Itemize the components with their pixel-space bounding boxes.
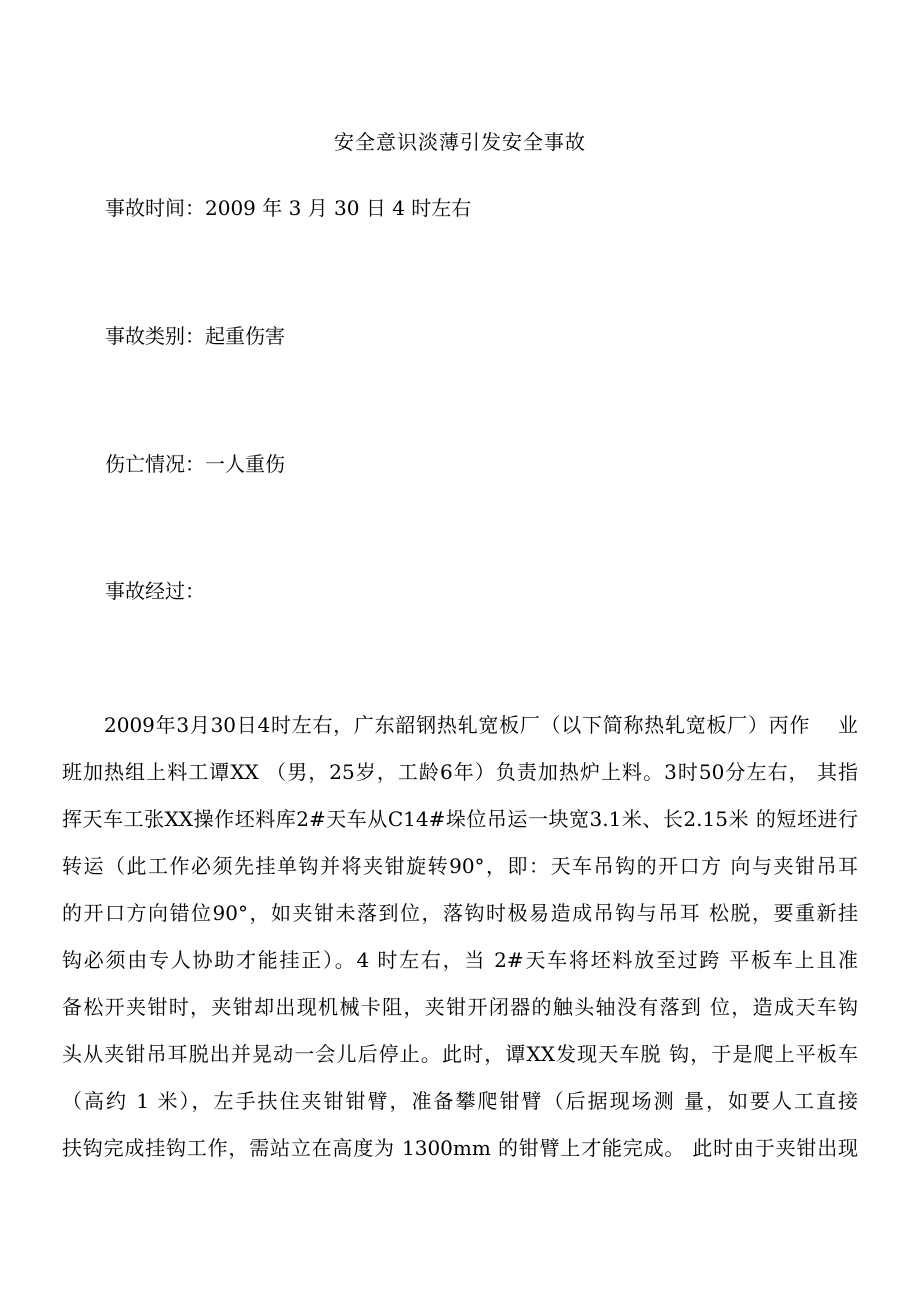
narrative-line: 备松开夹钳时，夹钳却出现机械卡阻，夹钳开闭器的触头轴没有落到 位，造成天车钩 <box>62 995 858 1019</box>
narrative-line: 的开口方向错位90°，如夹钳未落到位，落钩时极易造成吊钩与吊耳 松脱，要重新挂 <box>62 901 858 925</box>
narrative-line: 班加热组上料工谭XX （男，25岁，工龄6年）负责加热炉上料。3时50分左右， 其指 <box>62 760 858 784</box>
narrative-line: 2009年3月30日4时左右，广东韶钢热轧宽板厂（以下简称热轧宽板厂）丙作 业 <box>104 713 858 737</box>
narrative-line: 转运（此工作必须先挂单钩并将夹钳旋转90°，即：天车吊钩的开口方 向与夹钳吊耳 <box>62 854 858 878</box>
document-title: 安全意识淡薄引发安全事故 <box>334 130 586 154</box>
narrative-line: （高约 1 米），左手扶住夹钳钳臂，准备攀爬钳臂（后据现场测 量，如要人工直接 <box>62 1089 858 1113</box>
casualty-status: 伤亡情况：一人重伤 <box>105 452 285 476</box>
accident-time: 事故时间：2009 年 3 月 30 日 4 时左右 <box>105 196 472 220</box>
narrative-line: 扶钩完成挂钩工作，需站立在高度为 1300mm 的钳臂上才能完成。 此时由于夹钳出现 <box>62 1136 858 1160</box>
narrative-line: 头从夹钳吊耳脱出并晃动一会儿后停止。此时，谭XX发现天车脱 钩，于是爬上平板车 <box>62 1042 858 1066</box>
accident-process-heading: 事故经过： <box>105 579 205 603</box>
accident-category: 事故类别：起重伤害 <box>105 324 285 348</box>
narrative-line: 挥天车工张XX操作坯料库2#天车从C14#垛位吊运一块宽3.1米、长2.15米 的短坯进行 <box>62 807 858 831</box>
accident-narrative <box>62 702 858 1172</box>
narrative-line: 钩必须由专人协助才能挂正）。4 时左右，当 2#天车将坯料放至过跨 平板车上且准 <box>62 948 858 972</box>
